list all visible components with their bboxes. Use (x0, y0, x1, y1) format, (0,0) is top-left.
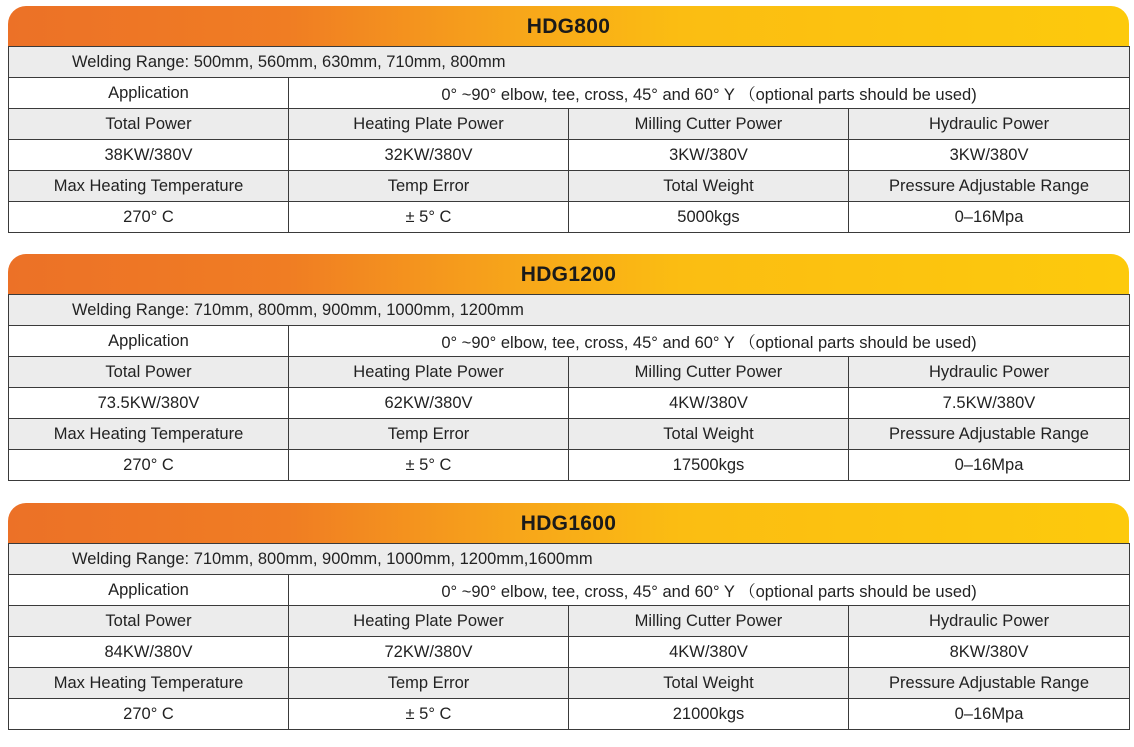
label-pressure-range: Pressure Adjustable Range (849, 668, 1130, 699)
label-milling-cutter-power: Milling Cutter Power (569, 606, 849, 637)
label-max-heating-temperature: Max Heating Temperature (9, 419, 289, 450)
value-heating-plate-power: 62KW/380V (289, 388, 569, 419)
spec-block-hdg800 (8, 6, 1129, 233)
label-hydraulic-power: Hydraulic Power (849, 357, 1130, 388)
label-max-heating-temperature: Max Heating Temperature (9, 668, 289, 699)
label-total-weight: Total Weight (569, 171, 849, 202)
label-hydraulic-power: Hydraulic Power (849, 606, 1130, 637)
spec-table (8, 46, 1130, 233)
model-banner (8, 254, 1129, 294)
value-total-weight: 5000kgs (569, 202, 849, 233)
value-total-power: 84KW/380V (9, 637, 289, 668)
model-title: HDG800 (526, 15, 611, 38)
label-temp-error: Temp Error (289, 419, 569, 450)
value-total-power: 38KW/380V (9, 140, 289, 171)
value-hydraulic-power: 8KW/380V (849, 637, 1130, 668)
welding-range: Welding Range: 710mm, 800mm, 900mm, 1000mm, 1200mm (9, 295, 1130, 326)
model-title: HDG1600 (520, 512, 617, 535)
value-total-weight: 17500kgs (569, 450, 849, 481)
model-banner (8, 6, 1129, 46)
spec-block-hdg1200 (8, 254, 1129, 481)
label-total-power: Total Power (9, 606, 289, 637)
value-pressure-range: 0–16Mpa (849, 202, 1130, 233)
application-value: 0° ~90° elbow, tee, cross, 45° and 60° Y （optional parts should be used) (289, 326, 1130, 357)
value-heating-plate-power: 32KW/380V (289, 140, 569, 171)
spec-block-hdg1600 (8, 503, 1129, 730)
model-banner (8, 503, 1129, 543)
spec-table (8, 294, 1130, 481)
label-total-weight: Total Weight (569, 668, 849, 699)
label-temp-error: Temp Error (289, 171, 569, 202)
value-pressure-range: 0–16Mpa (849, 450, 1130, 481)
label-pressure-range: Pressure Adjustable Range (849, 171, 1130, 202)
value-max-heating-temperature: 270° C (9, 450, 289, 481)
label-milling-cutter-power: Milling Cutter Power (569, 357, 849, 388)
label-total-power: Total Power (9, 357, 289, 388)
spec-table (8, 543, 1130, 730)
value-max-heating-temperature: 270° C (9, 202, 289, 233)
application-value: 0° ~90° elbow, tee, cross, 45° and 60° Y （optional parts should be used) (289, 78, 1130, 109)
value-temp-error: ± 5° C (289, 202, 569, 233)
label-heating-plate-power: Heating Plate Power (289, 109, 569, 140)
label-max-heating-temperature: Max Heating Temperature (9, 171, 289, 202)
welding-range: Welding Range: 710mm, 800mm, 900mm, 1000mm, 1200mm,1600mm (9, 544, 1130, 575)
value-temp-error: ± 5° C (289, 699, 569, 730)
value-milling-cutter-power: 4KW/380V (569, 637, 849, 668)
welding-range: Welding Range: 500mm, 560mm, 630mm, 710mm, 800mm (9, 47, 1130, 78)
label-temp-error: Temp Error (289, 668, 569, 699)
label-total-power: Total Power (9, 109, 289, 140)
label-hydraulic-power: Hydraulic Power (849, 109, 1130, 140)
value-total-weight: 21000kgs (569, 699, 849, 730)
model-title: HDG1200 (520, 263, 617, 286)
value-temp-error: ± 5° C (289, 450, 569, 481)
value-total-power: 73.5KW/380V (9, 388, 289, 419)
label-heating-plate-power: Heating Plate Power (289, 606, 569, 637)
value-heating-plate-power: 72KW/380V (289, 637, 569, 668)
label-milling-cutter-power: Milling Cutter Power (569, 109, 849, 140)
label-pressure-range: Pressure Adjustable Range (849, 419, 1130, 450)
value-hydraulic-power: 7.5KW/380V (849, 388, 1130, 419)
application-label: Application (9, 575, 289, 606)
value-milling-cutter-power: 3KW/380V (569, 140, 849, 171)
label-total-weight: Total Weight (569, 419, 849, 450)
value-hydraulic-power: 3KW/380V (849, 140, 1130, 171)
label-heating-plate-power: Heating Plate Power (289, 357, 569, 388)
application-label: Application (9, 326, 289, 357)
application-label: Application (9, 78, 289, 109)
value-max-heating-temperature: 270° C (9, 699, 289, 730)
value-pressure-range: 0–16Mpa (849, 699, 1130, 730)
value-milling-cutter-power: 4KW/380V (569, 388, 849, 419)
application-value: 0° ~90° elbow, tee, cross, 45° and 60° Y （optional parts should be used) (289, 575, 1130, 606)
